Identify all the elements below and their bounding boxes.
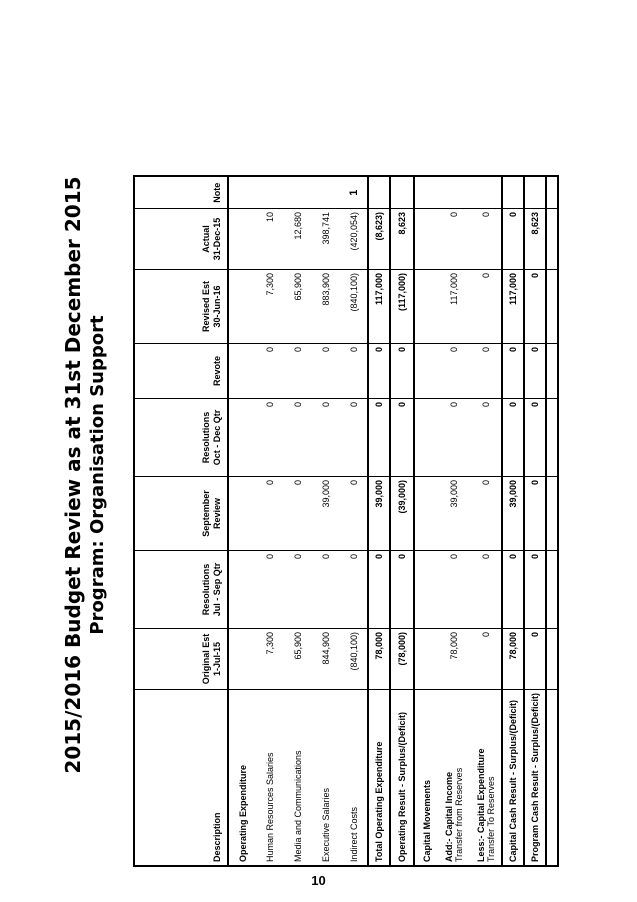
- row-label: Add:- Capital Income Transfer from Reserves: [438, 689, 470, 866]
- program-cash-row: [524, 176, 546, 866]
- cell-note: [312, 176, 340, 208]
- cell-res-q1: 0: [368, 550, 390, 628]
- cell-revised: 0: [470, 269, 502, 343]
- cell-res-q2: 0: [368, 398, 390, 476]
- cell-revote: 0: [470, 343, 502, 398]
- cell-revote: 0: [368, 343, 390, 398]
- cell-sept: 0: [256, 476, 284, 550]
- header-september-review: September Review: [134, 476, 228, 550]
- cell-revised: 883,900: [312, 269, 340, 343]
- cell-original: (840,100): [340, 628, 368, 689]
- cell-sept: 0: [470, 476, 502, 550]
- cell-sept: 0: [284, 476, 312, 550]
- cell-actual: (8,623): [368, 208, 390, 269]
- row-label: Indirect Costs: [340, 689, 368, 866]
- document-title: 2015/2016 Budget Review as at 31st December 2015: [61, 176, 85, 774]
- cell-sept: 39,000: [438, 476, 470, 550]
- cell-revote: 0: [312, 343, 340, 398]
- cell-revised: (117,000): [390, 269, 414, 343]
- cell-res-q1: 0: [256, 550, 284, 628]
- cell-original: 7,300: [256, 628, 284, 689]
- cell-res-q2: 0: [438, 398, 470, 476]
- cell-actual: (420,054): [340, 208, 368, 269]
- table-row: [340, 176, 368, 866]
- cell-revised: 117,000: [502, 269, 524, 343]
- cell-sept: 39,000: [502, 476, 524, 550]
- cell-note: [284, 176, 312, 208]
- cell-original: (78,000): [390, 628, 414, 689]
- cell-res-q1: 0: [470, 550, 502, 628]
- cell-original: 78,000: [502, 628, 524, 689]
- row-label: Program Cash Result - Surplus/(Deficit): [524, 689, 546, 866]
- cell-original: 65,900: [284, 628, 312, 689]
- cell-res-q1: 0: [340, 550, 368, 628]
- page-number: 10: [311, 873, 326, 888]
- section-heading-row: [414, 176, 438, 866]
- section-heading-operating-expenditure: Operating Expenditure: [228, 689, 256, 866]
- row-label: Executive Salaries: [312, 689, 340, 866]
- cell-revote: 0: [256, 343, 284, 398]
- section-heading-capital-movements: Capital Movements: [414, 689, 438, 866]
- cell-revised: (840,100): [340, 269, 368, 343]
- cell-sept: 0: [524, 476, 546, 550]
- cell-actual: 0: [502, 208, 524, 269]
- cell-res-q2: 0: [312, 398, 340, 476]
- row-label: Capital Cash Result - Surplus/(Deficit): [502, 689, 524, 866]
- cell-original: 0: [470, 628, 502, 689]
- cell-sept: (39,000): [390, 476, 414, 550]
- table-row: [470, 176, 502, 866]
- cell-revised: 65,900: [284, 269, 312, 343]
- cell-revote: 0: [390, 343, 414, 398]
- table-row: [284, 176, 312, 866]
- table-row: [312, 176, 340, 866]
- cell-res-q2: 0: [390, 398, 414, 476]
- cell-res-q1: 0: [312, 550, 340, 628]
- header-actual: Actual 31-Dec-15: [134, 208, 228, 269]
- row-label: Human Resources Salaries: [256, 689, 284, 866]
- cell-res-q2: 0: [502, 398, 524, 476]
- row-label: Less:- Capital Expenditure Transfer To Reserves: [470, 689, 502, 866]
- section-heading-row: [228, 176, 256, 866]
- cell-sept: 0: [340, 476, 368, 550]
- cell-actual: 8,623: [524, 208, 546, 269]
- header-resolutions-q2: Resolutions Oct - Dec Qtr: [134, 398, 228, 476]
- header-revised-est: Revised Est 30-Jun-16: [134, 269, 228, 343]
- header-description: Description: [134, 689, 228, 866]
- cell-res-q2: 0: [256, 398, 284, 476]
- cell-revote: 0: [284, 343, 312, 398]
- cell-res-q1: 0: [438, 550, 470, 628]
- cell-res-q1: 0: [524, 550, 546, 628]
- cell-revised: 117,000: [438, 269, 470, 343]
- cell-sept: 39,000: [312, 476, 340, 550]
- cell-original: 78,000: [438, 628, 470, 689]
- cell-revised: 117,000: [368, 269, 390, 343]
- total-operating-row: [368, 176, 390, 866]
- header-revote: Revote: [134, 343, 228, 398]
- program-subtitle: Program: Organisation Support: [87, 315, 108, 635]
- table-row: [438, 176, 470, 866]
- cell-res-q2: 0: [340, 398, 368, 476]
- table-row: [256, 176, 284, 866]
- operating-result-row: [390, 176, 414, 866]
- cell-revised: 7,300: [256, 269, 284, 343]
- cell-note: 1: [347, 189, 360, 196]
- cell-res-q2: 0: [470, 398, 502, 476]
- cell-revised: 0: [524, 269, 546, 343]
- cell-res-q1: 0: [502, 550, 524, 628]
- header-note: Note: [212, 182, 222, 203]
- cell-actual: 8,623: [390, 208, 414, 269]
- cell-actual: 0: [470, 208, 502, 269]
- cell-revote: 0: [502, 343, 524, 398]
- cell-res-q1: 0: [284, 550, 312, 628]
- cell-sept: 39,000: [368, 476, 390, 550]
- row-label: Media and Communications: [284, 689, 312, 866]
- header-original-est: Original Est 1-Jul-15: [134, 628, 228, 689]
- cell-actual: 12,680: [284, 208, 312, 269]
- rotated-page: [55, 75, 540, 875]
- table-footer-spacer: [546, 176, 558, 866]
- row-label: Total Operating Expenditure: [368, 689, 390, 866]
- budget-table: [133, 175, 559, 867]
- cell-res-q1: 0: [390, 550, 414, 628]
- cell-res-q2: 0: [284, 398, 312, 476]
- cell-res-q2: 0: [524, 398, 546, 476]
- header-row: [134, 176, 228, 866]
- header-resolutions-q1: Resolutions Jul - Sep Qtr: [134, 550, 228, 628]
- cell-revote: 0: [438, 343, 470, 398]
- cell-actual: 0: [438, 208, 470, 269]
- row-label: Operating Result - Surplus/(Deficit): [390, 689, 414, 866]
- cell-actual: 398,741: [312, 208, 340, 269]
- cell-original: 78,000: [368, 628, 390, 689]
- cell-revote: 0: [340, 343, 368, 398]
- cell-original: 0: [524, 628, 546, 689]
- cell-note: [256, 176, 284, 208]
- cell-revote: 0: [524, 343, 546, 398]
- cell-actual: 10: [256, 208, 284, 269]
- cell-original: 844,900: [312, 628, 340, 689]
- capital-cash-row: [502, 176, 524, 866]
